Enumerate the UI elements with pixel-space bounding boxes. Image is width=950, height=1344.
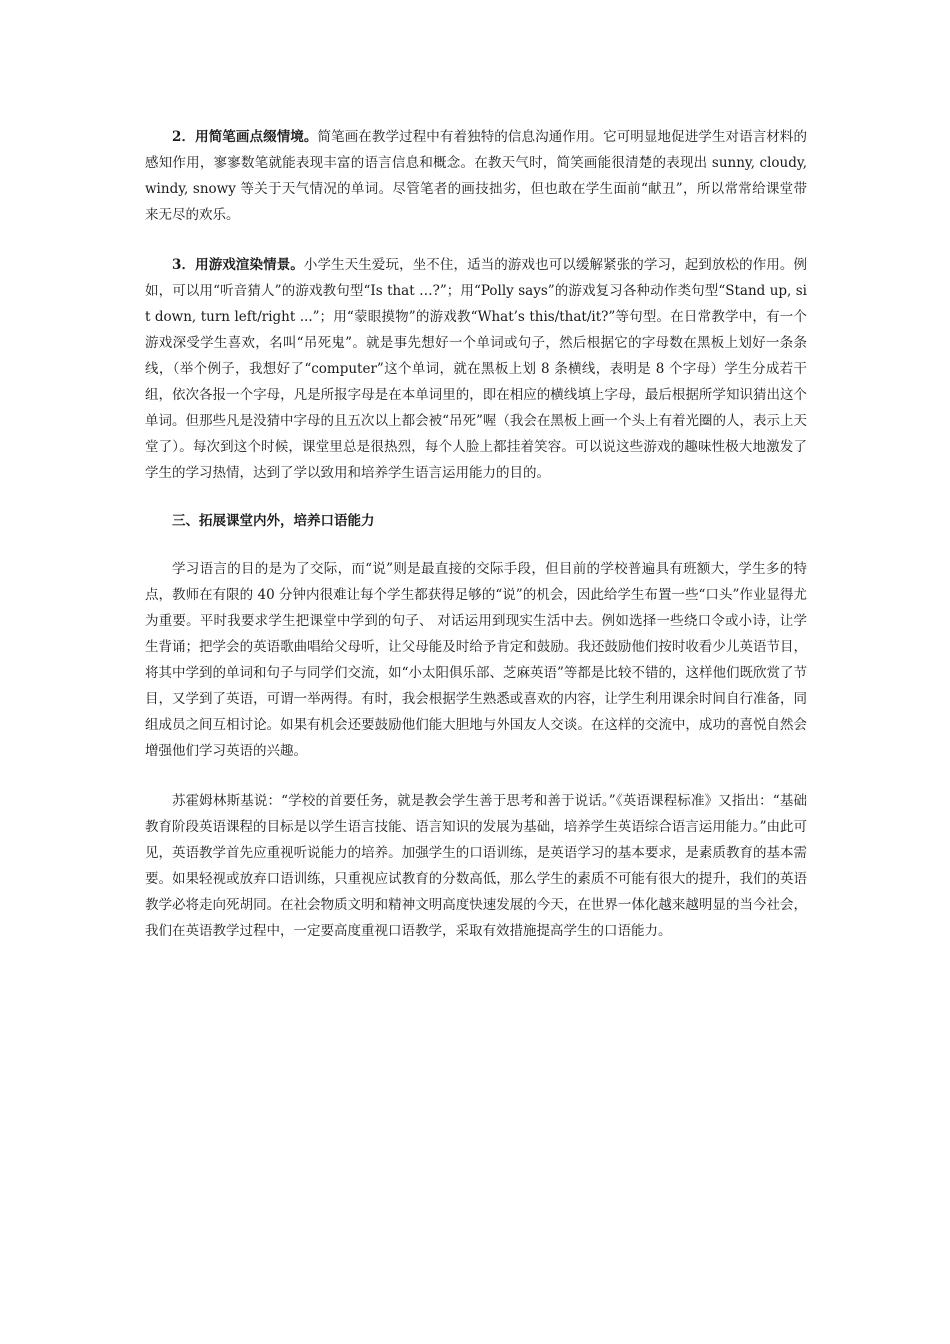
paragraph-games [145,252,807,486]
paragraph-lead: 3．用游戏渲染情景。 [172,257,304,273]
paragraph-oral-homework [145,556,807,764]
document-page [145,124,807,944]
paragraph-body: 学习语言的目的是为了交际，而“说”则是最直接的交际手段，但目前的学校普遍具有班额大，学生多的特点，教师在有限的 40 分钟内很难让每个学生都获得足够的“说”的机会，因此给学生布置一些“口头”作业显得尤为重要。平时我要求学生把课堂中学到的句子、 对话运用到现实生活中去。例如选择一些绕口令或小诗，让学生背诵；把学会的英语歌曲唱给父母听，让父母能及时给予肯定和鼓励。我还鼓励他们按时收看少儿英语节目，将其中学到的单词和句子与同学们交流，如“小太阳俱乐部、芝麻英语”等都是比较不错的，这样他们既欣赏了节目，又学到了英语，可谓一举两得。有时，我会根据学生熟悉或喜欢的内容，让学生利用课余时间自行准备，同组成员之间互相讨论。如果有机会还要鼓励他们能大胆地与外国友人交谈。在这样的交流中，成功的喜悦自然会增强他们学习英语的兴趣。 [145,561,807,759]
section-heading: 三、拓展课堂内外，培养口语能力 [172,513,375,529]
paragraph-body: 简笔画在教学过程中有着独特的信息沟通作用。它可明显地促进学生对语言材料的感知作用，寥寥数笔就能表现丰富的语言信息和概念。在教天气时，简笑画能很清楚的表现出 sunny, cloudy, windy, snowy 等关于天气情况的单词。尽管笔者的画技拙劣，但也敢在学生面前“献丑”，所以常常给课堂带来无尽的欢乐。 [145,129,807,223]
paragraph-body: 苏霍姆林斯基说：“学校的首要任务，就是教会学生善于思考和善于说话。”《英语课程标准》又指出：“基础教育阶段英语课程的目标是以学生语言技能、语言知识的发展为基础，培养学生英语综合语言运用能力。”由此可见，英语教学首先应重视听说能力的培养。加强学生的口语训练，是英语学习的基本要求，是素质教育的基本需要。如果轻视或放弃口语训练，只重视应试教育的分数高低，那么学生的素质不可能有很大的提升，我们的英语教学必将走向死胡同。在社会物质文明和精神文明高度快速发展的今天，在世界一体化越来越明显的当今社会，我们在英语教学过程中，一定要高度重视口语教学，采取有效措施提高学生的口语能力。 [145,793,807,939]
paragraph-lead: 2．用简笔画点缀情境。 [172,129,318,145]
paragraph-sketch-drawing [145,124,807,228]
paragraph-oral-importance [145,788,807,944]
paragraph-body: 小学生天生爱玩，坐不住，适当的游戏也可以缓解紧张的学习，起到放松的作用。例如，可以用“听音猜人”的游戏教句型“Is that …?”；用“Polly says”的游戏复习各种动作类句型“Stand up, sit down, turn left/right ...”；用“蒙眼摸物”的游戏教“What’s this/that/it?”等句型。在日常教学中，有一个游戏深受学生喜欢，名叫“吊死鬼”。就是事先想好一个单词或句子，然后根据它的字母数在黑板上划好一条条线，（举个例子，我想好了“computer”这个单词，就在黑板上划 8 条横线，表明是 8 个字母）学生分成若干组，依次各报一个字母，凡是所报字母是在本单词里的，即在相应的横线填上字母，最后根据所学知识猜出这个单词。但那些凡是没猜中字母的且五次以上都会被“吊死”喔（我会在黑板上画一个头上有着光圈的人，表示上天堂了）。每次到这个时候，课堂里总是很热烈，每个人脸上都挂着笑容。可以说这些游戏的趣味性极大地激发了学生的学习热情，达到了学以致用和培养学生语言运用能力的目的。 [145,257,808,481]
